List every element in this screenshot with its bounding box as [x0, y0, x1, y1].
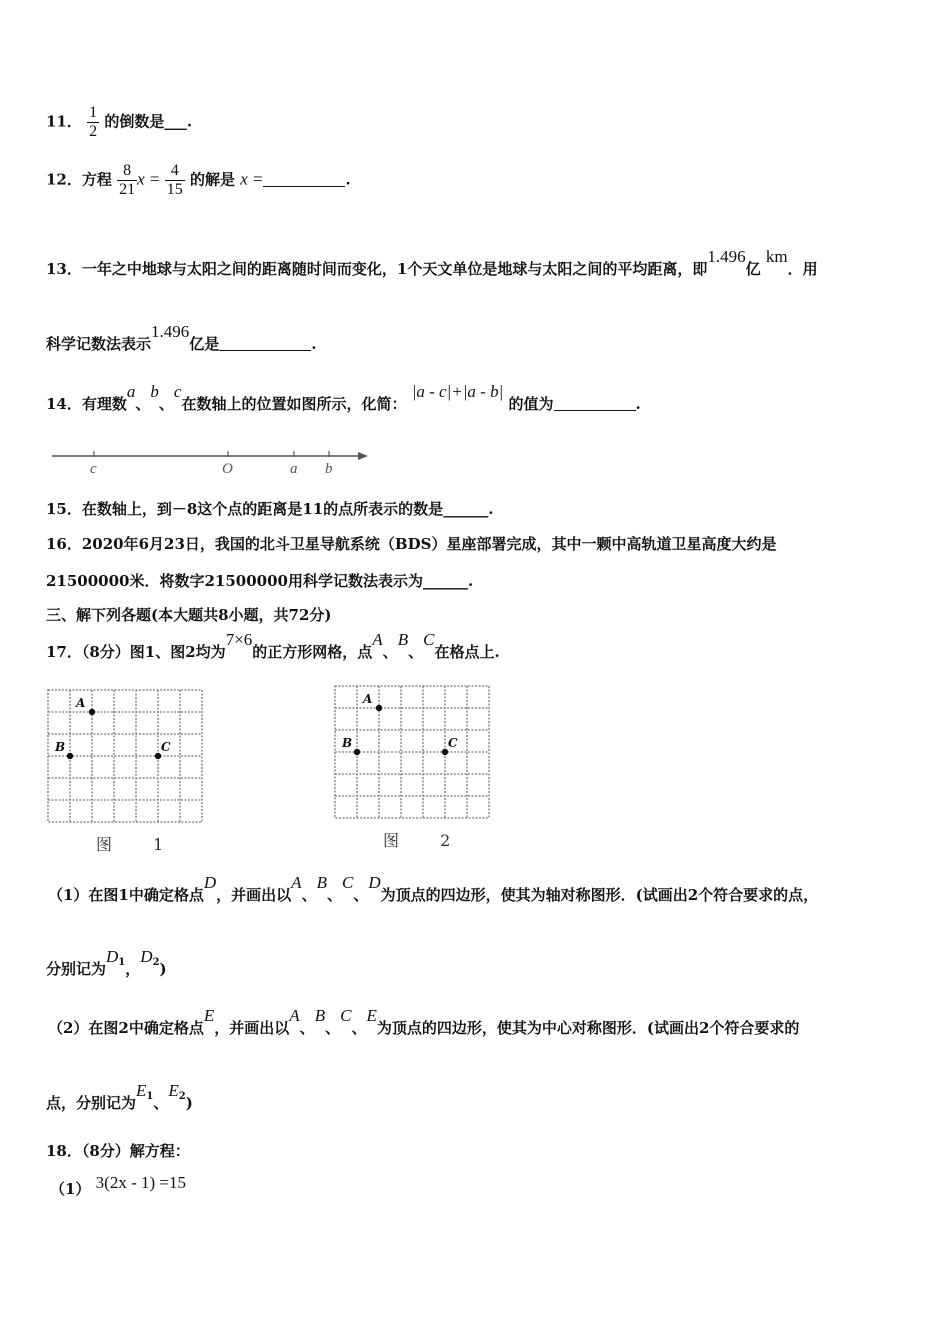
label-c: c	[90, 461, 97, 477]
label-o: O	[222, 461, 233, 477]
label-b: B	[342, 736, 353, 750]
section-heading: 三、解下列各题(本大题共8小题，共72分)	[46, 606, 332, 624]
label-a: A	[363, 692, 373, 706]
q13-value: 1.496	[707, 247, 746, 266]
q18-equation: 3(2x - 1) =15	[95, 1173, 186, 1192]
question-16-line1: 16．2020年6月23日，我国的北斗卫星导航系统（BDS）星座部署完成，其中一颗中高轨道卫星高度大约是	[46, 535, 777, 553]
point-b	[67, 753, 73, 759]
figure-1-caption: 图 1	[96, 835, 182, 854]
q12-text: 的解是	[189, 170, 235, 189]
q11-number: 11．	[46, 112, 82, 131]
question-13-line1: 13．一年之中地球与太阳之间的距离随时间而变化，1个天文单位是地球与太阳之间的平均距离，即1.496亿 km．用	[46, 247, 818, 278]
label-c: C	[448, 736, 458, 750]
point-a	[376, 705, 382, 711]
number-line-arrow	[358, 452, 368, 460]
question-13-line2: 科学记数法表示1.496亿是 .	[46, 322, 317, 353]
q14-expression: |a - c|+|a - b|	[411, 382, 504, 401]
question-11	[46, 104, 192, 141]
question-12: 12．方程 $\frac{8}{21}$ x = $\frac{4}{15}$ 的解是 x = .	[46, 162, 351, 198]
number-line-figure	[50, 444, 380, 478]
question-14: 14．有理数a、b、c在数轴上的位置如图所示，化简： |a - c|+|a - b| 的值为 .	[46, 382, 641, 413]
question-15: 15．在数轴上，到－8这个点的距离是11的点所表示的数是______.	[46, 500, 494, 518]
answer-blank[interactable]	[554, 396, 636, 411]
label-b: B	[55, 740, 66, 754]
grid-figure-1	[46, 688, 206, 826]
q11-text: 的倒数是___.	[104, 112, 193, 131]
question-17-1-line1: （1）在图1中确定格点D，并画出以A、B、C、D为顶点的四边形，使其为轴对称图形．(试画出2个符合要求的点，	[48, 873, 819, 904]
figure-2-caption: 图 2	[383, 831, 469, 850]
q11-fraction: $\frac{1}{2}$	[89, 104, 98, 140]
answer-blank[interactable]	[263, 172, 345, 187]
point-a	[89, 709, 95, 715]
q12-prefix: 12．方程	[46, 170, 112, 189]
question-16-line2: 21500000米．将数字21500000用科学记数法表示为______.	[46, 572, 474, 590]
question-17-2-line2: 点，分别记为$E^1$、$E^2$)	[46, 1081, 193, 1112]
label-a: a	[290, 461, 298, 477]
label-c: C	[161, 740, 171, 754]
question-17-2-line1: （2）在图2中确定格点E，并画出以A、B、C、E为顶点的四边形，使其为中心对称图形．(试画出2个符合要求的	[48, 1006, 800, 1037]
q13-unit: km	[765, 247, 788, 266]
q12-fraction-right: $\frac{4}{15}$	[166, 162, 183, 198]
label-a: A	[76, 696, 86, 710]
question-18-1: （1） 3(2x - 1) =15	[50, 1173, 186, 1198]
question-18: 18．（8分）解方程：	[46, 1142, 190, 1160]
label-b: b	[325, 461, 333, 477]
q12-fraction-left: $\frac{8}{21}$	[119, 162, 136, 198]
answer-blank[interactable]	[219, 336, 311, 351]
question-17: 17．（8分）图1、图2均为7×6的正方形网格，点A、B、C在格点上.	[46, 630, 500, 661]
grid-figure-2	[333, 684, 491, 820]
question-17-1-line2: 分别记为$D^1$，$D^2$)	[46, 947, 167, 978]
point-b	[354, 749, 360, 755]
